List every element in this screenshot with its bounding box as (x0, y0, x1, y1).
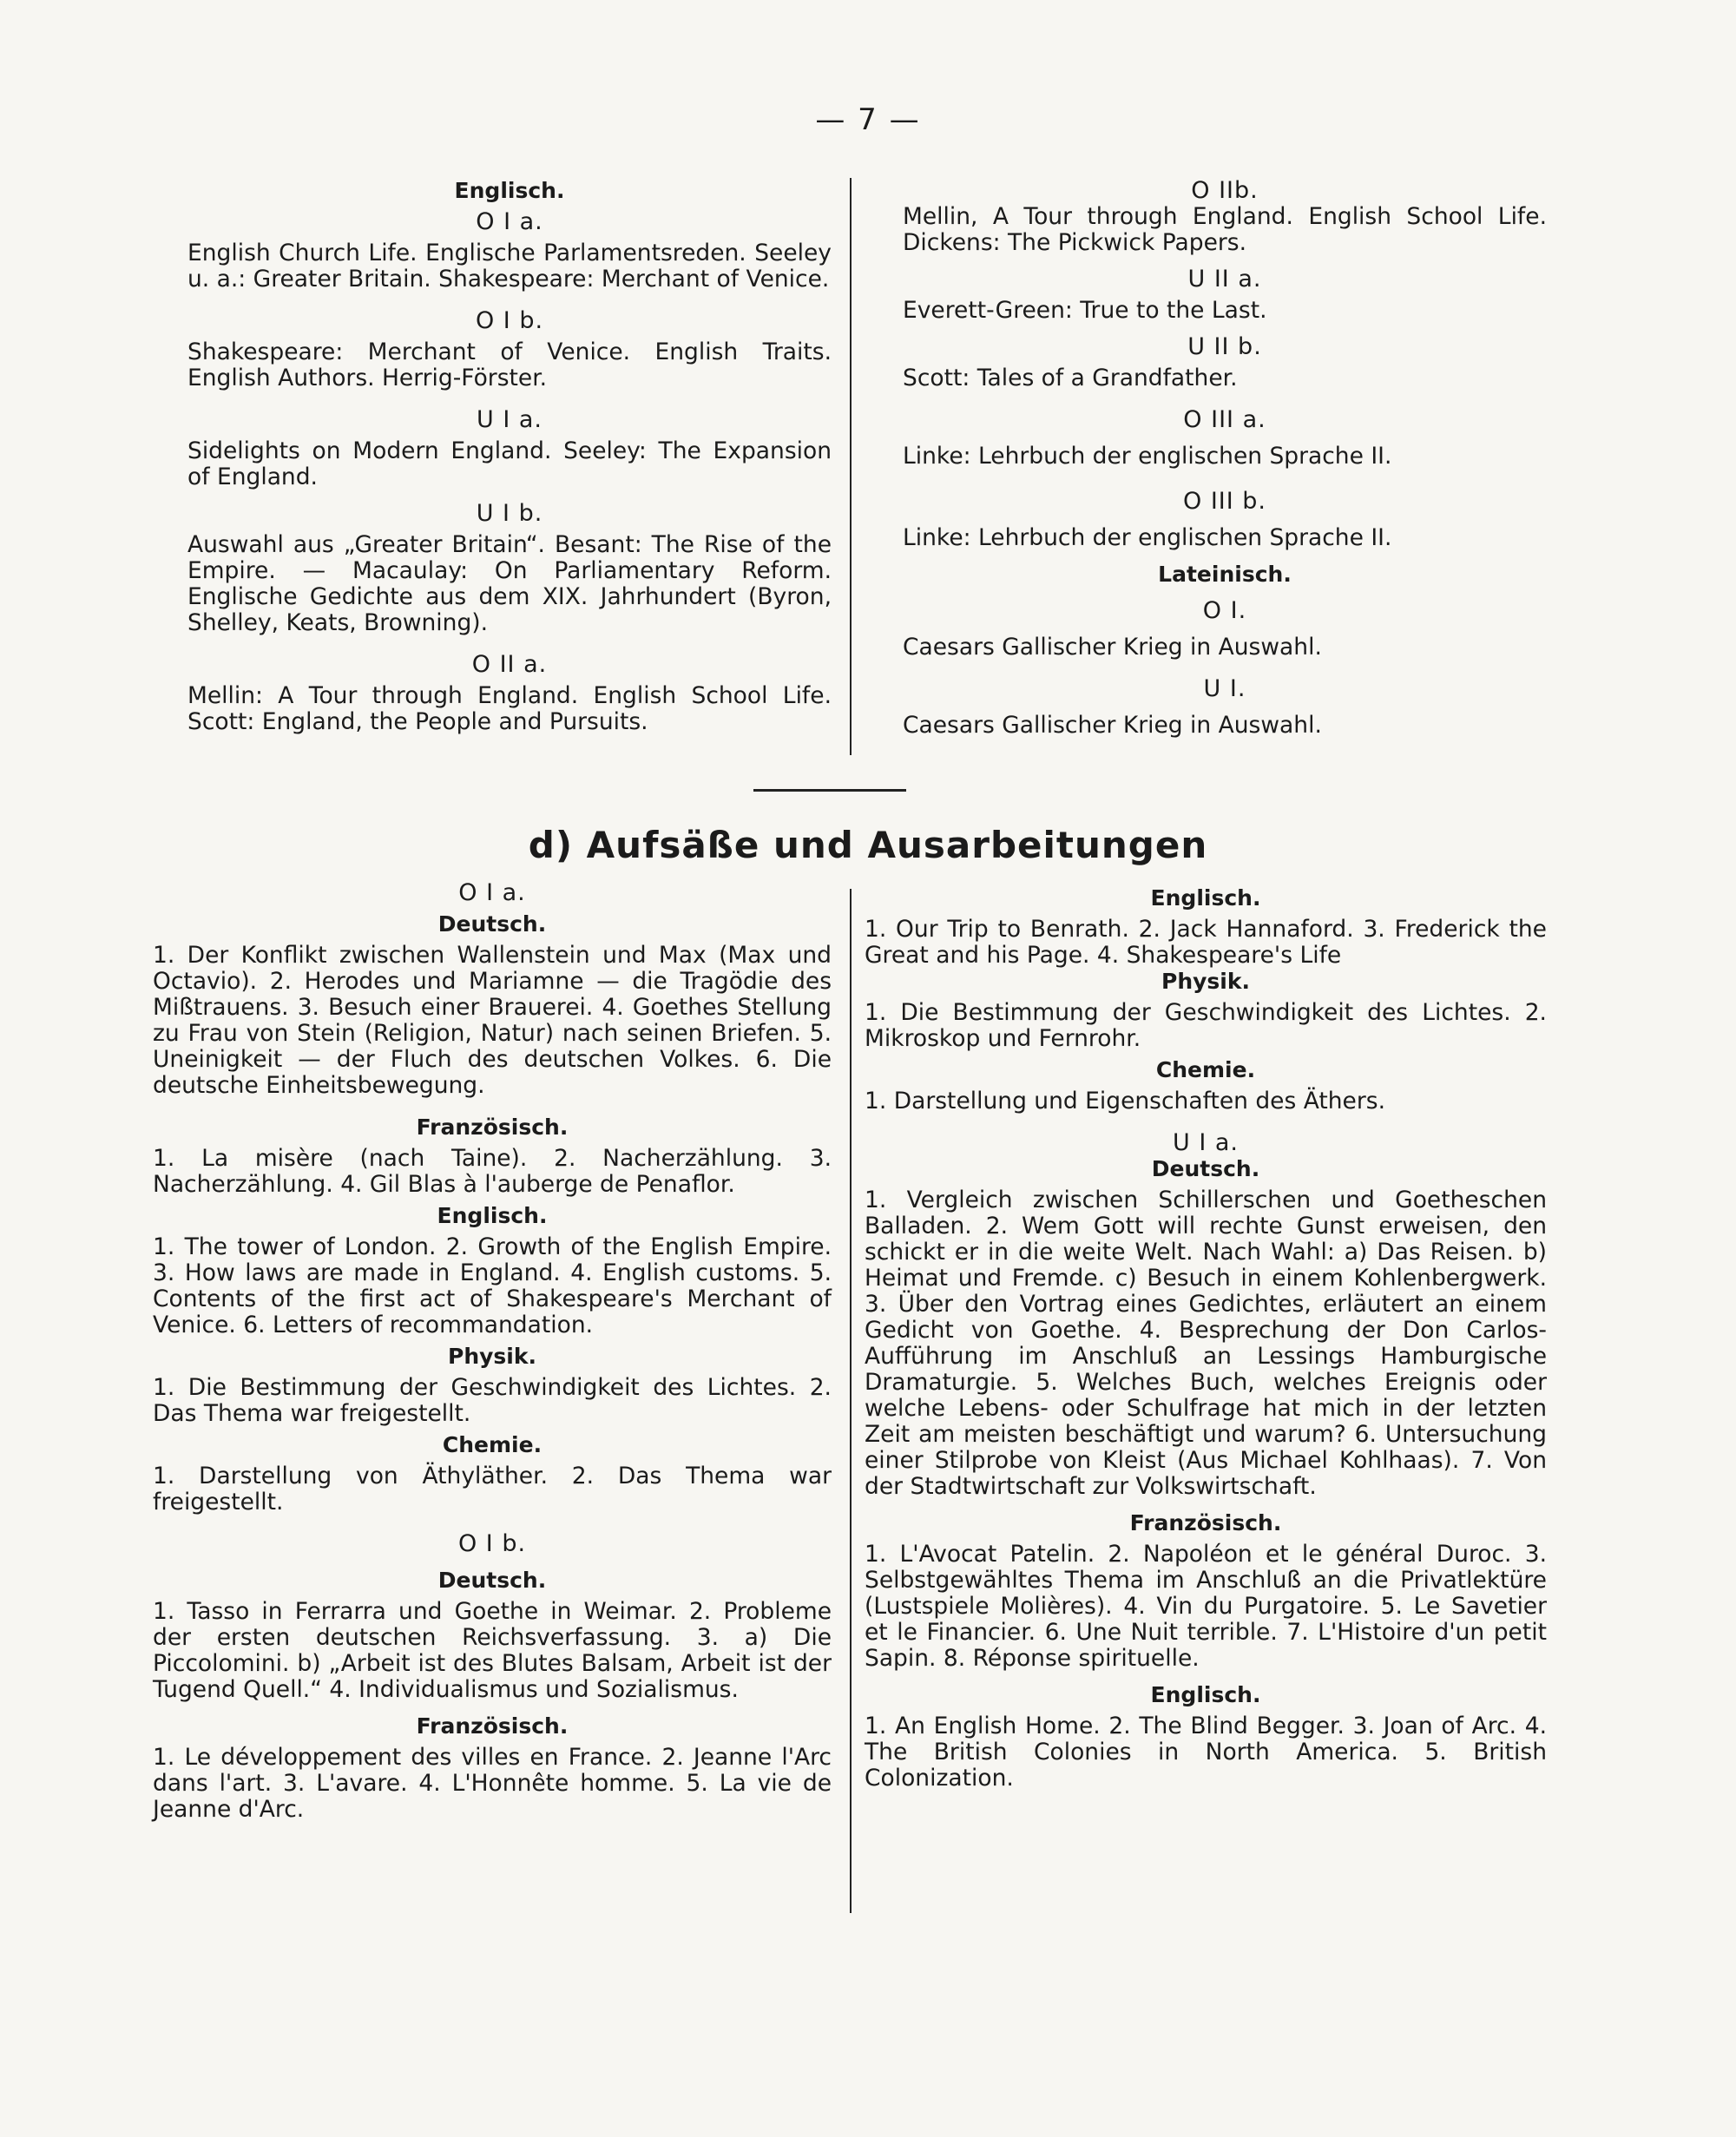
franzoesisch-topics-uia: 1. L'Avocat Patelin. 2. Napoléon et le général Duroc. 3. Selbstgewähltes Thema im Anschluß an die Privatlektüre (Lustspiele Molières). 4. Vin du Purgatoire. 5. Le Savetier et le Financier. 6. Une Nuit terrible. 7. L'Histoire d'un petit Sapin. 8. Réponse spirituelle. (865, 1541, 1547, 1672)
class-label-uib: U I b. (476, 500, 543, 527)
class-label-ui: U I. (1203, 675, 1246, 702)
page-number: — 7 — (815, 102, 921, 137)
reading-list-oiib: Mellin, A Tour through England. English School Life. Dickens: The Pickwick Papers. (903, 203, 1547, 256)
physik-topics-oib: 1. Die Bestimmung der Geschwindigkeit des Lichtes. 2. Mikroskop und Fernrohr. (865, 999, 1547, 1052)
englisch-topics-uia: 1. An English Home. 2. The Blind Begger. 3. Joan of Arc. 4. The British Colonies in North America. 5. British Colonization. (865, 1713, 1547, 1792)
franzoesisch-heading: Französisch. (416, 1115, 569, 1140)
class-label-oiiia: O III a. (1183, 406, 1266, 433)
englisch-topics-oia: 1. The tower of London. 2. Growth of the English Empire. 3. How laws are made in England. 4. English customs. 5. Contents of the first act of Shakespeare's Merchant of Venice. 6. Letters of recommandation. (153, 1233, 832, 1338)
section-divider (753, 789, 906, 792)
englisch-topics-oib: 1. Our Trip to Benrath. 2. Jack Hannaford. 3. Frederick the Great and his Page. 4. Shakespeare's Life (865, 916, 1547, 969)
reading-list-oiiia: Linke: Lehrbuch der englischen Sprache II. (903, 443, 1392, 470)
reading-list-uib: Auswahl aus „Greater Britain“. Besant: The Rise of the Empire. — Macaulay: On Parliamentary Reform. Englische Gedichte aus dem XIX. Jahrhundert (Byron, Shelley, Keats, Browning). (187, 531, 832, 636)
chemie-topics-oib: 1. Darstellung und Eigenschaften des Äthers. (865, 1088, 1385, 1115)
chemie-heading-oib: Chemie. (1155, 1057, 1256, 1082)
franzoesisch-topics-oib: 1. Le développement des villes en France. 2. Jeanne l'Arc dans l'art. 3. L'avare. 4. L'Honnête homme. 5. La vie de Jeanne d'Arc. (153, 1744, 832, 1823)
deutsch-topics-oia: 1. Der Konflikt zwischen Wallenstein und Max (Max und Octavio). 2. Herodes und Mariamne — die Tragödie des Mißtrauens. 3. Besuch einer Brauerei. 4. Goethes Stellung zu Frau von Stein (Religion, Natur) nach seinen Briefen. 5. Uneinigkeit — der Fluch des deutschen Volkes. 6. Die deutsche Einheitsbewegung. (153, 942, 832, 1099)
reading-list-oiiib: Linke: Lehrbuch der englischen Sprache II. (903, 524, 1392, 551)
englisch-heading-uia: Englisch. (1150, 1682, 1261, 1707)
reading-list-oi: Caesars Gallischer Krieg in Auswahl. (903, 634, 1322, 661)
class-label-oib-essays: O I b. (457, 1530, 527, 1557)
top-left-column (187, 178, 832, 735)
column-divider-top (850, 178, 852, 755)
section-heading: d) Aufsäße und Ausarbeitungen (528, 824, 1208, 866)
column-divider-bottom (850, 889, 852, 1913)
class-label-oiib: O IIb. (1191, 177, 1259, 204)
physik-heading-oia: Physik. (448, 1344, 536, 1369)
deutsch-topics-oib: 1. Tasso in Ferrarra und Goethe in Weimar. 2. Probleme der ersten deutschen Reichsverfassung. 3. a) Die Piccolomini. b) „Arbeit ist des Blutes Balsam, Arbeit ist der Tugend Quell.“ 4. Individualismus und Sozialismus. (153, 1598, 832, 1703)
top-right-column (903, 178, 1547, 739)
deutsch-heading-uia: Deutsch. (1151, 1156, 1260, 1181)
reading-list-uiib: Scott: Tales of a Grandfather. (903, 365, 1238, 391)
deutsch-heading: Deutsch. (437, 911, 547, 937)
lateinisch-heading: Lateinisch. (1158, 562, 1292, 587)
physik-topics-oia: 1. Die Bestimmung der Geschwindigkeit des Lichtes. 2. Das Thema war freigestellt. (153, 1374, 832, 1427)
reading-list-oia: English Church Life. Englische Parlamentsreden. Seeley u. a.: Greater Britain. Shakespeare: Merchant of Venice. (187, 240, 832, 293)
reading-list-uiia: Everett-Green: True to the Last. (903, 297, 1267, 324)
class-label-oia-essays: O I a. (458, 879, 526, 906)
reading-list-oib: Shakespeare: Merchant of Venice. English Traits. English Authors. Herrig-Förster. (187, 339, 832, 391)
deutsch-topics-uia: 1. Vergleich zwischen Schillerschen und Goetheschen Balladen. 2. Wem Gott will rechte Gunst erweisen, den schickt er in die weite Welt. Nach Wahl: a) Das Reisen. b) Heimat und Fremde. c) Besuch in einem Kohlenbergwerk. 3. Über den Vortrag eines Gedichtes, erläutert an einem Gedicht von Goethe. 4. Besprechung der Don Carlos-Aufführung im Anschluß an Lessings Hamburgische Dramaturgie. 5. Welches Buch, welches Ereignis oder welche Lebens- oder Schulfrage hat mich in der letzten Zeit am meisten beschäftigt und warum? 6. Untersuchung einer Stilprobe von Kleist (Aus Michael Kohlhaas). 7. Von der Stadtwirtschaft zur Volkswirtschaft. (865, 1187, 1547, 1500)
franzoesisch-heading-uia: Französisch. (1129, 1510, 1282, 1535)
class-label-uiia: U II a. (1187, 266, 1262, 293)
class-label-oi: O I. (1202, 597, 1247, 624)
class-label-uia-essays: U I a. (1172, 1129, 1240, 1156)
class-label-oiia: O II a. (471, 651, 548, 678)
deutsch-heading-oib: Deutsch. (437, 1568, 547, 1593)
class-label-oiiib: O III b. (1182, 488, 1267, 515)
franzoesisch-heading-oib: Französisch. (416, 1713, 569, 1739)
reading-list-oiia: Mellin: A Tour through England. English School Life. Scott: England, the People and Pursuits. (187, 682, 832, 735)
chemie-topics-oia: 1. Darstellung von Äthyläther. 2. Das Thema war freigestellt. (153, 1463, 832, 1516)
physik-heading-oib: Physik. (1161, 969, 1250, 994)
reading-list-ui: Caesars Gallischer Krieg in Auswahl. (903, 712, 1322, 739)
class-label-oia: O I a. (476, 208, 543, 235)
franzoesisch-topics-oia: 1. La misère (nach Taine). 2. Nacherzählung. 3. Nacherzählung. 4. Gil Blas à l'auberge de Penaflor. (153, 1145, 832, 1198)
chemie-heading-oia: Chemie. (442, 1432, 542, 1457)
englisch-heading: Englisch. (454, 178, 565, 203)
class-label-uiib: U II b. (1187, 333, 1262, 360)
bottom-right-column (865, 885, 1547, 1792)
englisch-heading-oia: Englisch. (437, 1203, 548, 1228)
bottom-left-column (153, 880, 832, 1823)
reading-list-uia: Sidelights on Modern England. Seeley: The Expansion of England. (187, 437, 832, 490)
englisch-heading-oib: Englisch. (1150, 885, 1261, 911)
class-label-oib: O I b. (475, 307, 544, 334)
class-label-uia: U I a. (476, 406, 543, 433)
